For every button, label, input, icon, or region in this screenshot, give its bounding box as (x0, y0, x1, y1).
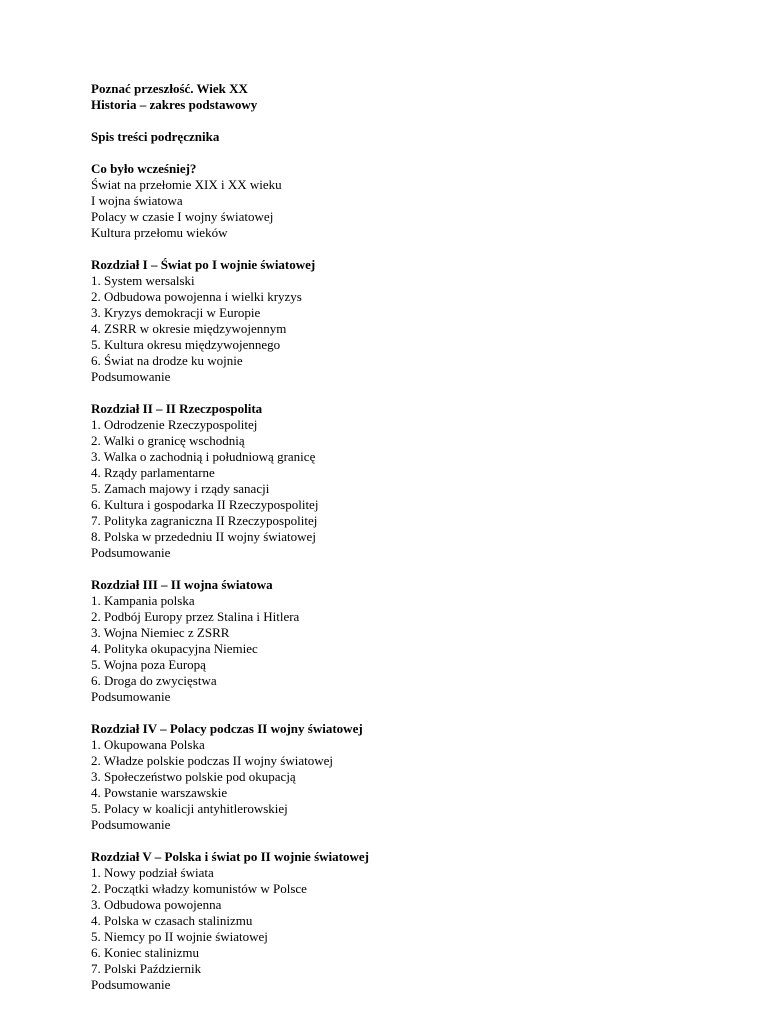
section-item: 6. Świat na drodze ku wojnie (91, 353, 243, 368)
section-item: 4. Polska w czasach stalinizmu (91, 913, 253, 928)
section-item: 2. Podbój Europy przez Stalina i Hitlera (91, 609, 300, 624)
section-item: Podsumowanie (91, 369, 171, 384)
section-item: 3. Kryzys demokracji w Europie (91, 305, 261, 320)
section-item: 4. Polityka okupacyjna Niemiec (91, 641, 258, 656)
section-item: 5. Wojna poza Europą (91, 657, 206, 672)
section-item: Podsumowanie (91, 977, 171, 992)
section-item: 6. Kultura i gospodarka II Rzeczypospolitej (91, 497, 319, 512)
toc-section (91, 577, 691, 705)
section-item: 5. Niemcy po II wojnie światowej (91, 929, 268, 944)
document-page (91, 81, 691, 1009)
section-item: I wojna światowa (91, 193, 183, 208)
section-heading: Rozdział IV – Polacy podczas II wojny światowej (91, 721, 363, 736)
section-item: 2. Władze polskie podczas II wojny światowej (91, 753, 333, 768)
toc-sections (91, 161, 691, 993)
section-item: 7. Polityka zagraniczna II Rzeczypospolitej (91, 513, 318, 528)
section-heading: Rozdział II – II Rzeczpospolita (91, 401, 263, 416)
section-item: 6. Droga do zwycięstwa (91, 673, 217, 688)
document-title: Poznać przeszłość. Wiek XX (91, 81, 248, 96)
toc-heading-block (91, 129, 691, 145)
section-item: 1. System wersalski (91, 273, 195, 288)
section-item: 5. Zamach majowy i rządy sanacji (91, 481, 270, 496)
section-item: 1. Okupowana Polska (91, 737, 205, 752)
toc-section (91, 401, 691, 561)
section-item: 1. Nowy podział świata (91, 865, 214, 880)
section-heading: Rozdział I – Świat po I wojnie światowej (91, 257, 316, 272)
toc-section (91, 161, 691, 241)
section-item: Kultura przełomu wieków (91, 225, 228, 240)
section-item: 6. Koniec stalinizmu (91, 945, 199, 960)
section-item: 2. Początki władzy komunistów w Polsce (91, 881, 307, 896)
section-item: Polacy w czasie I wojny światowej (91, 209, 274, 224)
section-heading: Co było wcześniej? (91, 161, 197, 176)
toc-section (91, 849, 691, 993)
section-item: 1. Odrodzenie Rzeczypospolitej (91, 417, 258, 432)
section-item: Podsumowanie (91, 545, 171, 560)
section-item: 5. Kultura okresu międzywojennego (91, 337, 281, 352)
section-item: 2. Odbudowa powojenna i wielki kryzys (91, 289, 302, 304)
document-header (91, 81, 691, 113)
section-item: 4. ZSRR w okresie międzywojennym (91, 321, 287, 336)
section-item: 3. Społeczeństwo polskie pod okupacją (91, 769, 296, 784)
section-item: 4. Powstanie warszawskie (91, 785, 228, 800)
section-item: 7. Polski Październik (91, 961, 202, 976)
toc-heading: Spis treści podręcznika (91, 129, 220, 144)
section-item: 4. Rządy parlamentarne (91, 465, 215, 480)
section-item: 8. Polska w przededniu II wojny światowej (91, 529, 316, 544)
document-subtitle: Historia – zakres podstawowy (91, 97, 258, 112)
section-item: 2. Walki o granicę wschodnią (91, 433, 245, 448)
section-item: 3. Odbudowa powojenna (91, 897, 222, 912)
section-item: Świat na przełomie XIX i XX wieku (91, 177, 282, 192)
toc-section (91, 257, 691, 385)
section-heading: Rozdział V – Polska i świat po II wojnie światowej (91, 849, 369, 864)
section-item: 1. Kampania polska (91, 593, 195, 608)
section-heading: Rozdział III – II wojna światowa (91, 577, 273, 592)
section-item: 3. Wojna Niemiec z ZSRR (91, 625, 230, 640)
section-item: Podsumowanie (91, 689, 171, 704)
section-item: 5. Polacy w koalicji antyhitlerowskiej (91, 801, 288, 816)
section-item: Podsumowanie (91, 817, 171, 832)
section-item: 3. Walka o zachodnią i południową granicę (91, 449, 316, 464)
toc-section (91, 721, 691, 833)
